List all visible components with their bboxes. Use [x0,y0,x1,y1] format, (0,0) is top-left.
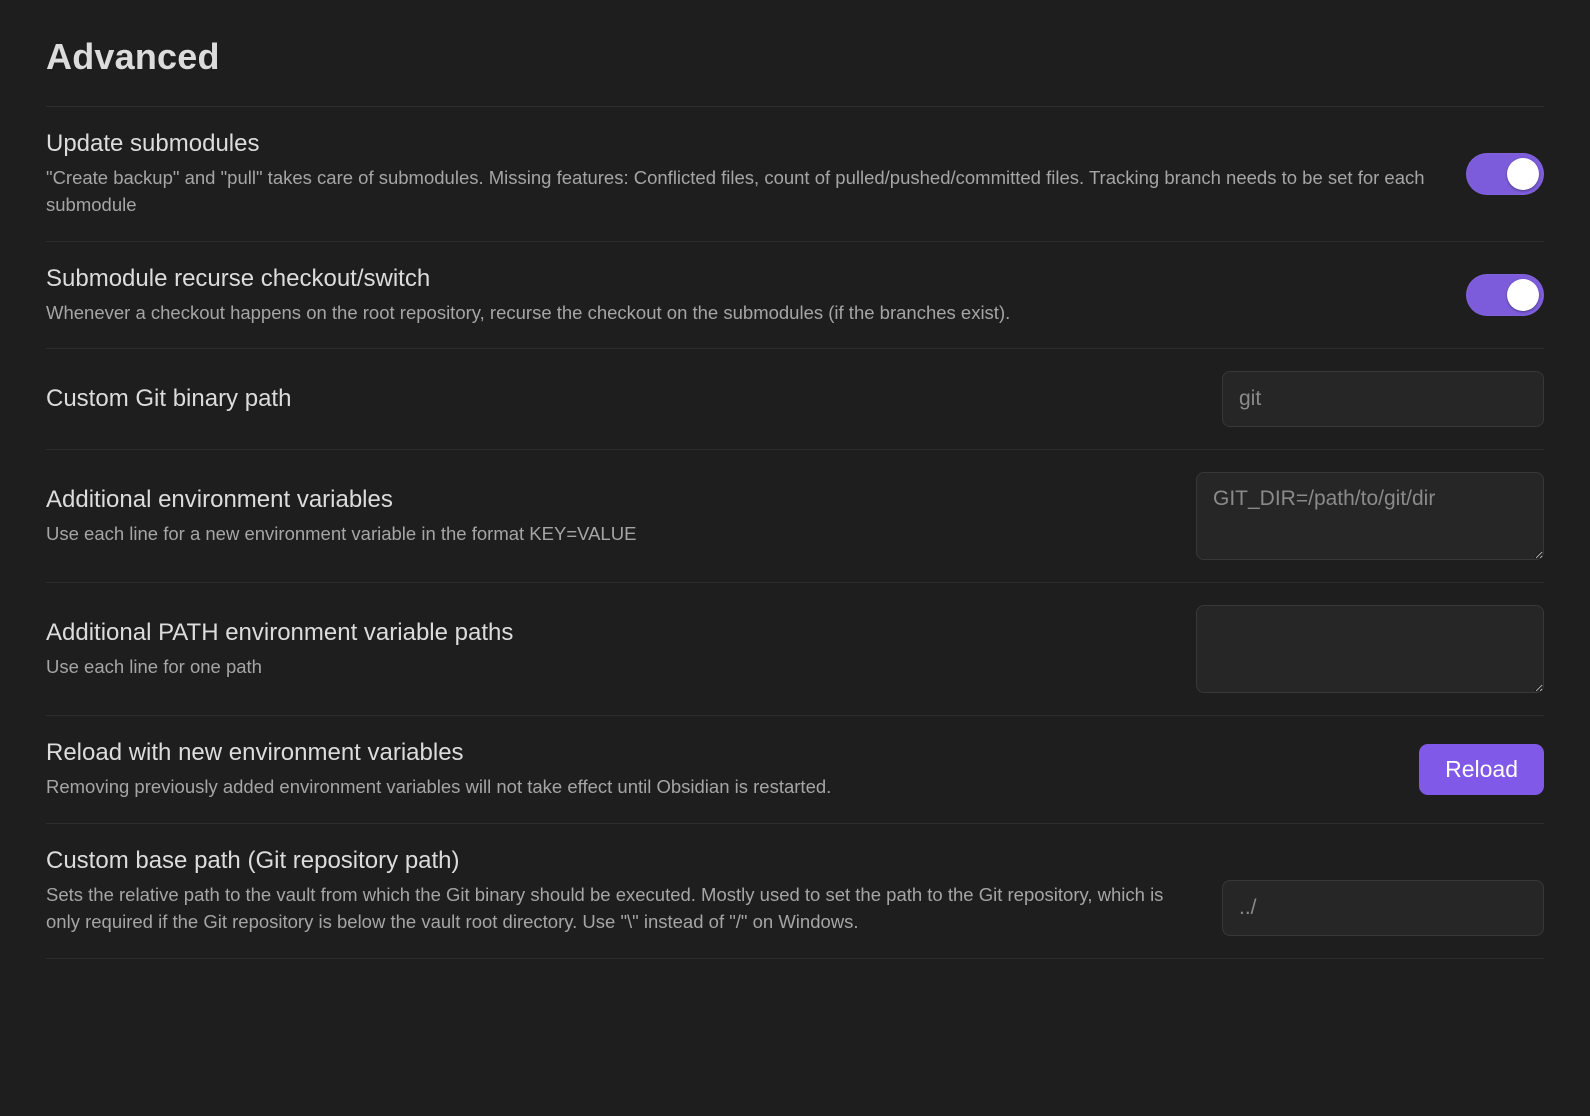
setting-description: Use each line for one path [46,656,262,678]
setting-description: Removing previously added environment variables will not take effect until Obsidian is restarted. [46,776,832,798]
setting-info [46,264,1442,327]
setting-item-custom-git-binary-path [46,348,1544,449]
setting-control [1419,744,1544,795]
setting-description: Use each line for a new environment variable in the format KEY=VALUE [46,523,637,545]
setting-info [46,384,1198,414]
additional-path-environment-variable-paths-textarea[interactable] [1196,605,1544,693]
setting-description: Sets the relative path to the vault from which the Git binary should be executed. Mostly used to set the path to the Git repository, which is only required if the Git repository is below the vault root directory. Use "\" instead of "/" on Windows. [46,884,1164,933]
setting-description: Whenever a checkout happens on the root repository, recurse the checkout on the submodules (if the branches exist). [46,301,1011,323]
setting-control [1222,371,1544,427]
setting-name: Submodule recurse checkout/switch [46,264,431,292]
setting-item-reload-with-new-environment-variables [46,715,1544,823]
setting-control [1466,153,1544,195]
setting-info [46,129,1442,219]
setting-control [1196,605,1544,693]
setting-description: "Create backup" and "pull" takes care of submodules. Missing features: Conflicted files, count of pulled/pushed/committed files. Tracking branch needs to be set for each submodule [46,167,1425,215]
custom-base-path-input[interactable] [1222,880,1544,936]
additional-environment-variables-textarea[interactable] [1196,472,1544,560]
custom-git-binary-path-input[interactable] [1222,371,1544,427]
toggle-update-submodules[interactable] [1466,153,1544,195]
setting-name: Update submodules [46,130,260,157]
setting-item-update-submodules [46,106,1544,241]
setting-item-submodule-recurse-checkout [46,241,1544,349]
setting-name: Additional environment variables [46,486,393,514]
setting-control [1196,472,1544,560]
setting-info [46,618,1172,681]
page-title: Advanced [46,36,220,77]
setting-control [1466,274,1544,316]
setting-item-additional-path-environment-variable-paths [46,582,1544,715]
setting-name: Reload with new environment variables [46,739,464,767]
setting-name: Custom base path (Git repository path) [46,847,460,875]
toggle-knob-icon [1507,158,1539,190]
setting-name: Custom Git binary path [46,385,292,413]
toggle-submodule-recurse-checkout[interactable] [1466,274,1544,316]
setting-item-custom-base-path [46,823,1544,958]
setting-info [46,485,1172,548]
settings-bottom-divider [46,958,1544,959]
reload-button[interactable]: Reload [1419,744,1544,795]
setting-control [1222,846,1544,936]
toggle-knob-icon [1507,279,1539,311]
setting-info [46,738,1395,801]
setting-name: Additional PATH environment variable paths [46,619,514,647]
setting-info [46,846,1198,936]
setting-item-additional-environment-variables [46,449,1544,582]
